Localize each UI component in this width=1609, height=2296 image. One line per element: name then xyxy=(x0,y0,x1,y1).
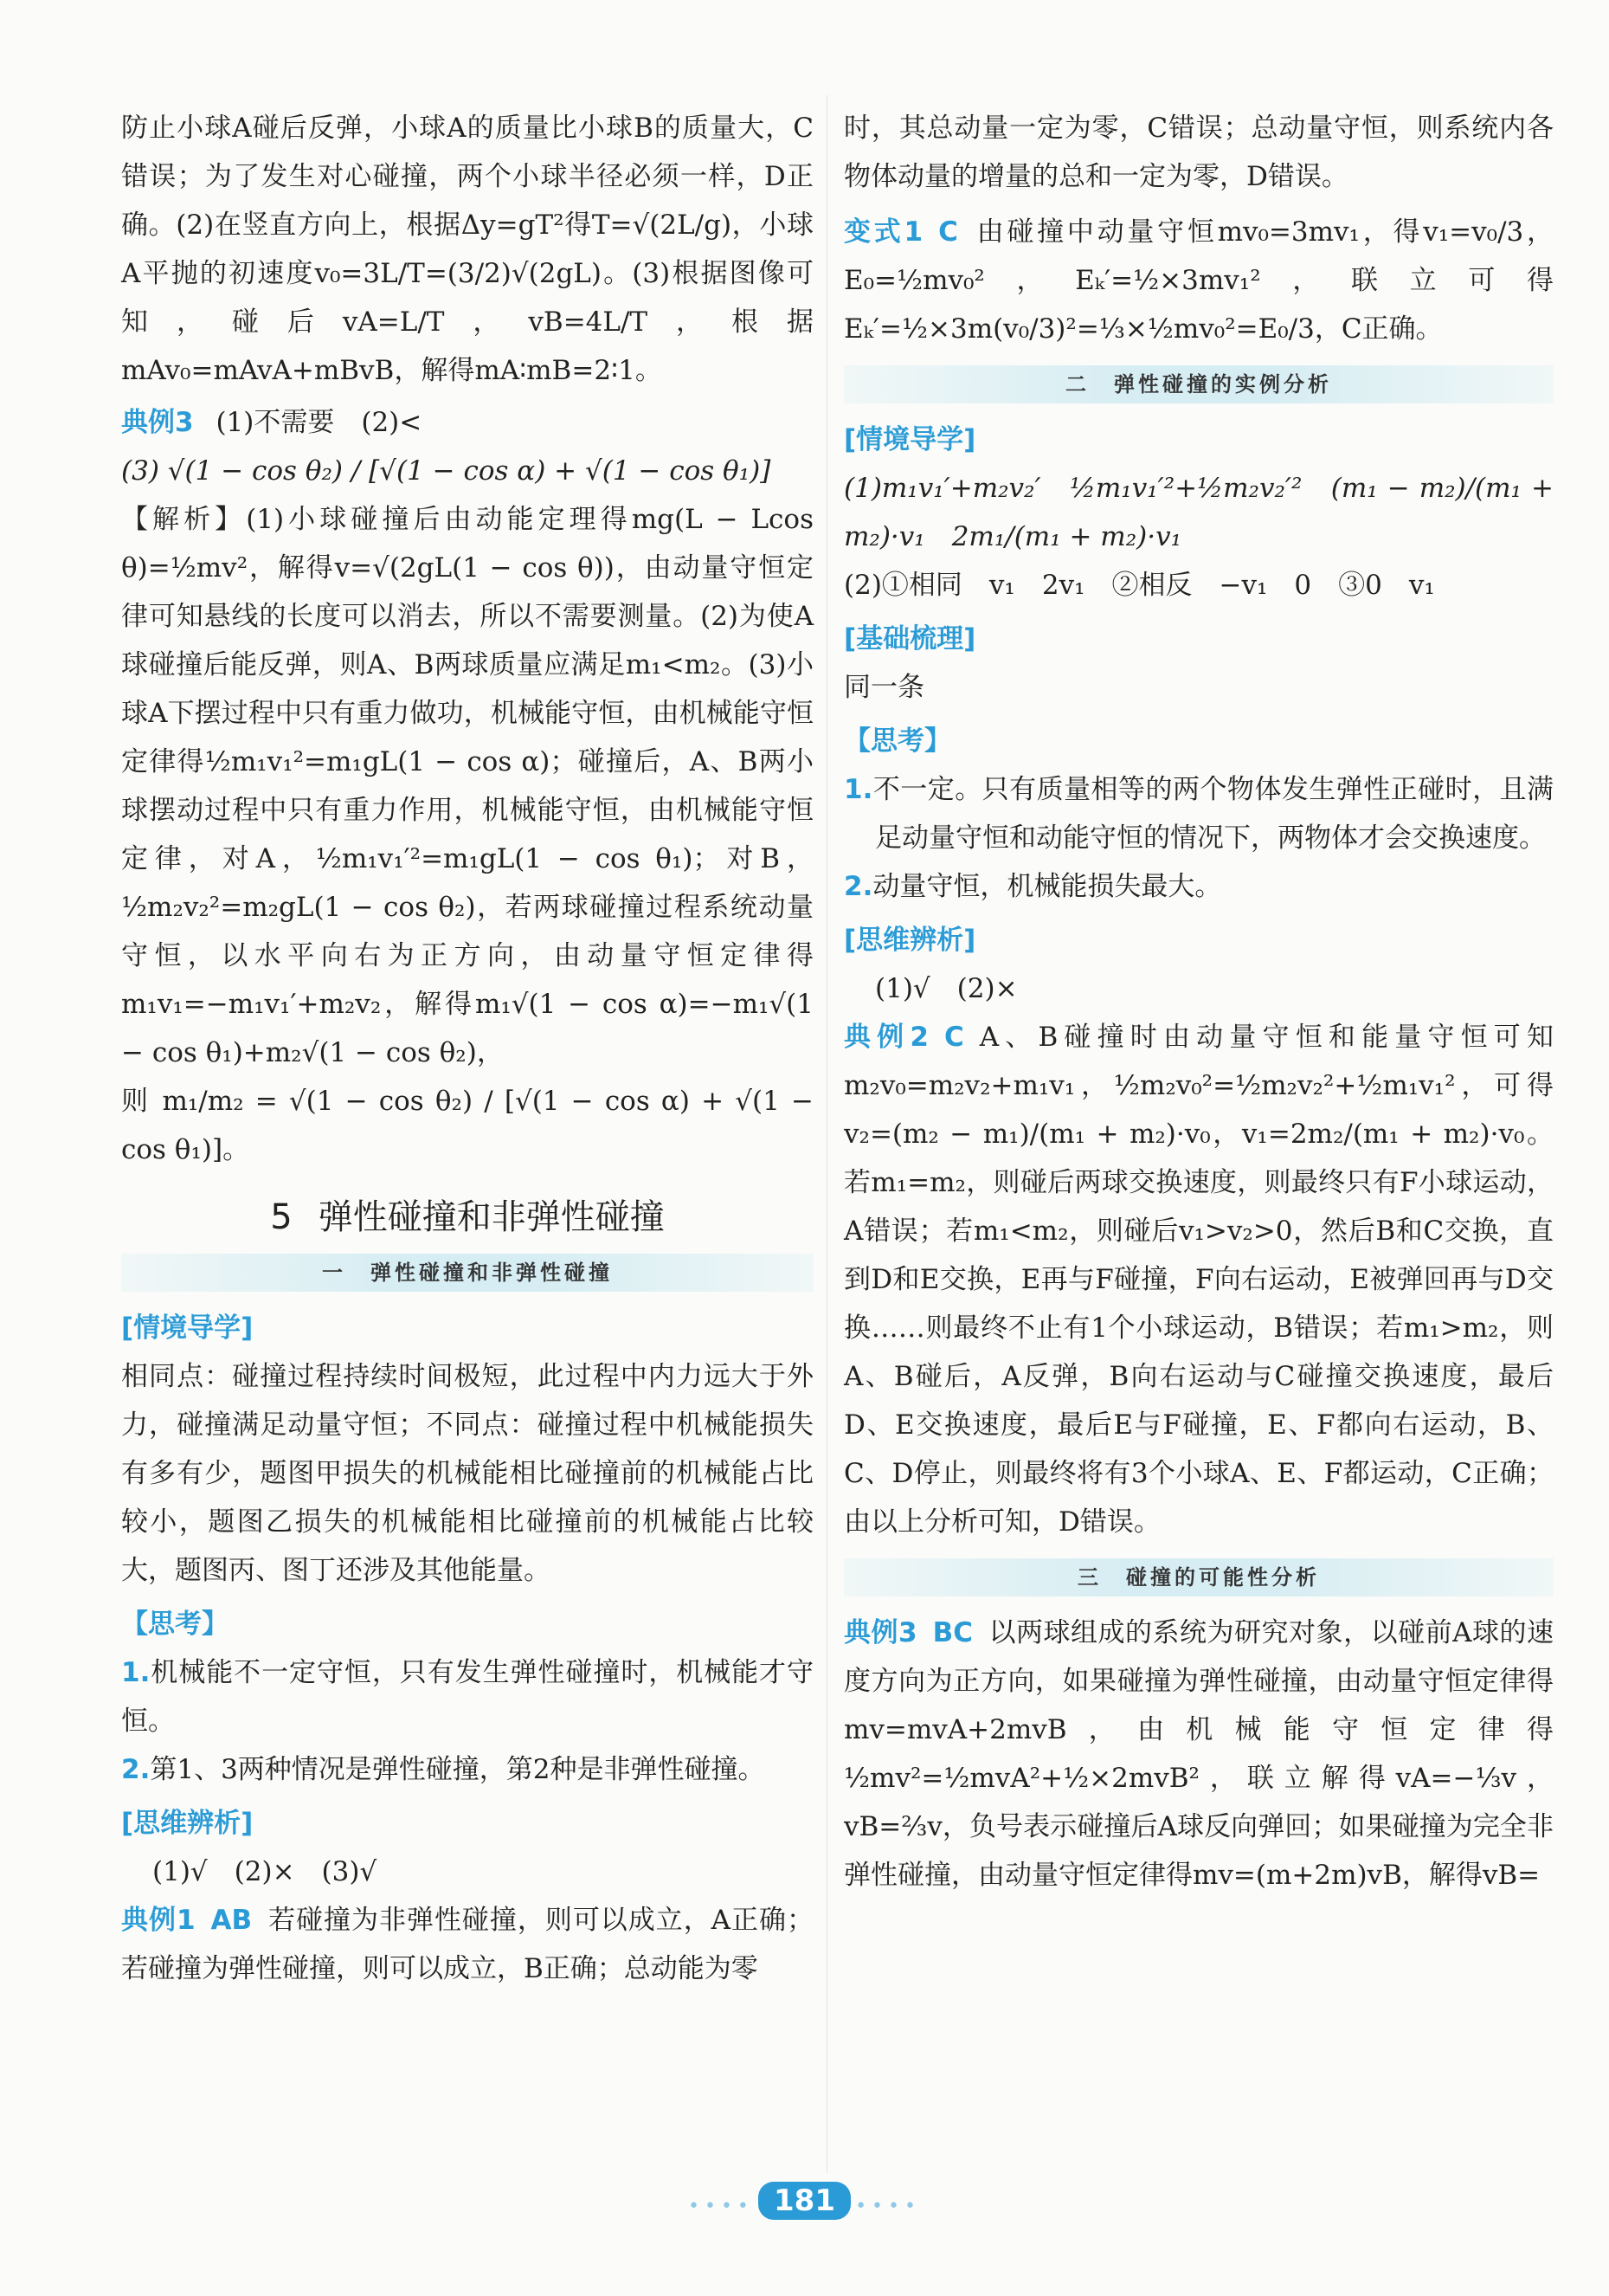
variant1-answer: C xyxy=(938,216,958,248)
variant1-text: 由碰撞中动量守恒mv₀=3mv₁，得v₁=v₀/3，E₀=½mv₀²，Eₖ′=½×3mv₁²，联立可得Eₖ′=½×3m(v₀/3)²=⅓×½mv₀²=E₀/3，C正确。 xyxy=(844,216,1554,345)
right-guide-line-1: (1)m₁v₁′+m₂v₂′ ½m₁v₁′²+½m₂v₂′² (m₁ − m₂)/(m₁ + m₂)·v₁ 2m₁/(m₁ + m₂)·v₁ xyxy=(844,473,1554,552)
page-number-dots-right: •••• xyxy=(855,2196,921,2217)
think-item-2 xyxy=(121,1745,814,1794)
think-item-1 xyxy=(121,1648,814,1745)
section-title xyxy=(121,1193,814,1242)
example3-formula: (3) √(1 − cos θ₂) / [√(1 − cos α) + √(1 − cos θ₁)] xyxy=(121,455,771,487)
judge-text: (1)√ (2)× (3)√ xyxy=(152,1856,377,1887)
right-example3 xyxy=(844,1609,1554,1899)
right-think-item-2 xyxy=(844,862,1554,911)
judge-label: [思维辨析] xyxy=(121,1808,254,1839)
example1-text: 若碰撞为非弹性碰撞，则可以成立，A正确；若碰撞为弹性碰撞，则可以成立，B正确；总动能为零 xyxy=(121,1905,814,1984)
subsection-banner-1: 一 弹性碰撞和非弹性碰撞 xyxy=(121,1254,814,1292)
right-example3-answer: BC xyxy=(932,1617,973,1648)
example2 xyxy=(844,1013,1554,1546)
example1-answer: AB xyxy=(210,1905,253,1936)
right-example3-label: 典例3 xyxy=(844,1617,917,1648)
think-item-1-num: 1. xyxy=(121,1657,151,1688)
example2-answer: C xyxy=(943,1022,964,1053)
right-think-item-2-num: 2. xyxy=(844,871,873,902)
subsection-banner-2: 二 弹性碰撞的实例分析 xyxy=(844,365,1554,403)
left-continued-paragraph: 防止小球A碰后反弹，小球A的质量比小球B的质量大，C错误；为了发生对心碰撞，两个小球半径必须一样，D正确。(2)在竖直方向上，根据Δy=gT²得T=√(2L/g)，小球A平抛的初速度v₀=3L/T=(3/2)√(2gL)。(3)根据图像可知，碰后vA=L/T，vB=4L/T，根据mAv₀=mAvA+mBvB，解得mA∶mB=2∶1。 xyxy=(121,113,814,386)
variant1 xyxy=(844,208,1554,353)
basic-text: 同一条 xyxy=(844,672,924,703)
right-think-item-2-text: 动量守恒，机械能损失最大。 xyxy=(872,871,1222,902)
page-number xyxy=(0,2182,1609,2220)
example1 xyxy=(121,1896,814,1993)
right-judge-label: [思维辨析] xyxy=(844,925,976,956)
example3-answer xyxy=(121,398,814,447)
right-continued-paragraph: 时，其总动量一定为零，C错误；总动量守恒，则系统内各物体动量的增量的总和一定为零，D错误。 xyxy=(844,113,1554,192)
left-column xyxy=(121,104,814,1993)
conclusion-formula: 则 m₁/m₂ = √(1 − cos θ₂) / [√(1 − cos α) + √(1 − cos θ₁)]。 xyxy=(121,1086,814,1165)
variant1-label: 变式1 xyxy=(844,216,924,248)
right-think-item-1-text: 不一定。只有质量相等的两个物体发生弹性正碰时，且满足动量守恒和动能守恒的情况下，两物体才会交换速度。 xyxy=(872,774,1554,854)
right-think-item-1 xyxy=(844,765,1554,862)
right-think-label: 【思考】 xyxy=(844,726,951,757)
subsection-banner-3: 三 碰撞的可能性分析 xyxy=(844,1558,1554,1596)
think-item-2-num: 2. xyxy=(121,1754,151,1785)
right-judge-text: (1)√ (2)× xyxy=(875,973,1018,1004)
example3-label: 典例3 xyxy=(121,407,194,438)
analysis-paragraph: 【解析】(1)小球碰撞后由动能定理得mg(L − Lcos θ)=½mv²，解得v=√(2gL(1 − cos θ))，由动量守恒定律可知悬线的长度可以消去，所以不需要测量。(2)为使A球碰撞后能反弹，则A、B两球质量应满足m₁<m₂。(3)小球A下摆过程中只有重力做功，机械能守恒，由机械能守恒定律得½m₁v₁²=m₁gL(1 − cos α)；碰撞后，A、B两小球摆动过程中只有重力作用，机械能守恒，由机械能守恒定律，对A，½m₁v₁′²=m₁gL(1 − cos θ₁)；对B，½m₂v₂²=m₂gL(1 − cos θ₂)，若两球碰撞过程系统动量守恒，以水平向右为正方向，由动量守恒定律得m₁v₁=−m₁v₁′+m₂v₂，解得m₁√(1 − cos α)=−m₁√(1 − cos θ₁)+m₂√(1 − cos θ₂)， xyxy=(121,504,814,1068)
think-item-2-text: 第1、3两种情况是弹性碰撞，第2种是非弹性碰撞。 xyxy=(150,1754,765,1785)
example2-text: A、B碰撞时由动量守恒和能量守恒可知m₂v₀=m₂v₂+m₁v₁，½m₂v₀²=½m₂v₂²+½m₁v₁²，可得v₂=(m₂ − m₁)/(m₁ + m₂)·v₀，v₁=2m₂/(m₁ + m₂)·v₀。若m₁=m₂，则碰后两球交换速度，则最终只有F小球运动，A错误；若m₁<m₂，则碰后v₁>v₂>0，然后B和C交换，直到D和E交换，E再与F碰撞，F向右运动，E被弹回再与D交换……则最终不止有1个小球运动，B错误；若m₁>m₂，则A、B碰后，A反弹，B向右运动与C碰撞交换速度，最后D、E交换速度，最后E与F碰撞，E、F都向右运动，B、C、D停止，则最终将有3个小球A、E、F都运动，C正确；由以上分析可知，D错误。 xyxy=(844,1022,1554,1538)
example3-answer-text: (1)不需要 (2)< xyxy=(216,407,422,438)
right-column xyxy=(844,104,1554,1899)
right-example3-text: 以两球组成的系统为研究对象，以碰前A球的速度方向为正方向，如果碰撞为弹性碰撞，由动量守恒定律得mv=mvA+2mvB，由机械能守恒定律得½mv²=½mvA²+½×2mvB²，联立解得vA=−⅓v，vB=⅔v，负号表示碰撞后A球反向弹回；如果碰撞为完全非弹性碰撞，由动量守恒定律得mv=(m+2m)vB，解得vB= xyxy=(844,1617,1554,1891)
guide-label: [情境导学] xyxy=(121,1312,254,1344)
page-number-dots-left: •••• xyxy=(688,2196,754,2217)
guide-text: 相同点：碰撞过程持续时间极短，此过程中内力远大于外力，碰撞满足动量守恒；不同点：碰撞过程中机械能损失有多有少，题图甲损失的机械能相比碰撞前的机械能占比较小，题图乙损失的机械能相比碰撞前的机械能占比较大，题图丙、图丁还涉及其他能量。 xyxy=(121,1361,814,1586)
page-number-badge: 181 xyxy=(758,2182,851,2220)
right-guide-label: [情境导学] xyxy=(844,424,976,455)
example1-label: 典例1 xyxy=(121,1905,196,1936)
think-label: 【思考】 xyxy=(121,1609,228,1640)
section-title-text: 弹性碰撞和非弹性碰撞 xyxy=(318,1197,665,1237)
basic-label: [基础梳理] xyxy=(844,623,976,655)
think-item-1-text: 机械能不一定守恒，只有发生弹性碰撞时，机械能才守恒。 xyxy=(121,1657,814,1737)
right-think-item-1-num: 1. xyxy=(844,774,873,805)
example2-label: 典例2 xyxy=(844,1022,929,1053)
right-guide-line-2: (2)①相同 v₁ 2v₁ ②相反 −v₁ 0 ③0 v₁ xyxy=(844,570,1435,601)
section-number: 5 xyxy=(270,1197,293,1237)
